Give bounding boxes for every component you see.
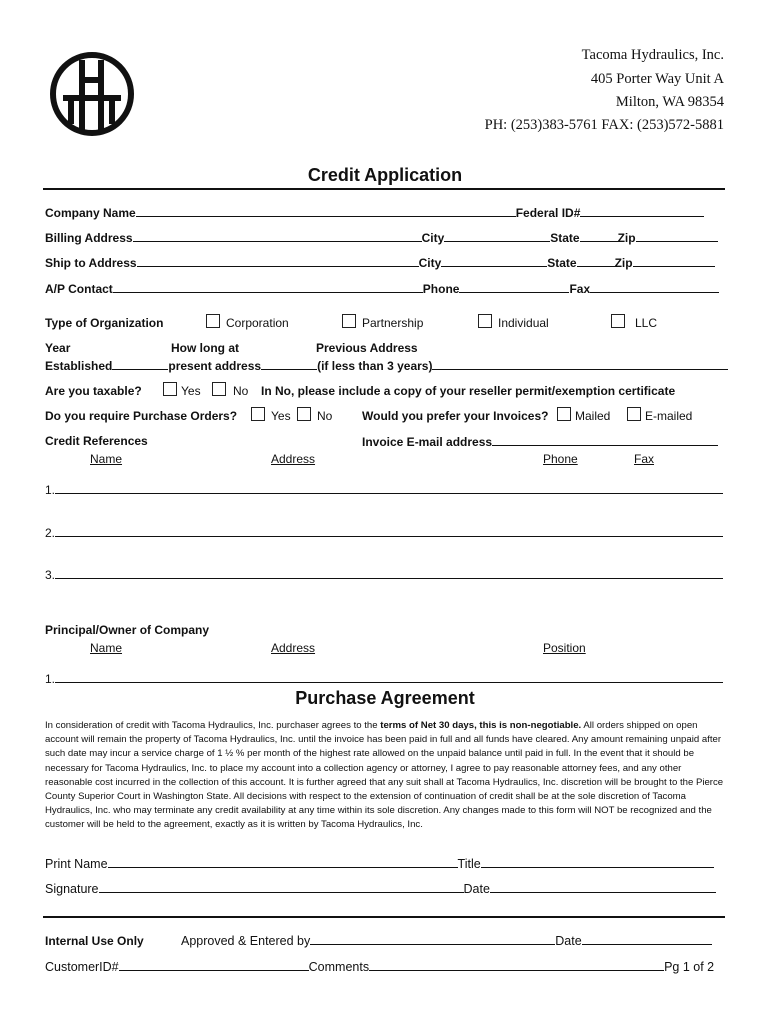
- credit-ref-row[interactable]: [45, 482, 723, 497]
- credit-col-name: Name: [90, 452, 123, 466]
- previous-address-label: Previous Address: [316, 341, 418, 355]
- organization-type-label: Type of Organization: [45, 316, 164, 330]
- individual-label: Individual: [498, 316, 549, 330]
- how-long-label: How long at: [171, 341, 239, 355]
- credit-col-phone: Phone: [543, 452, 578, 466]
- corporation-checkbox[interactable]: [206, 314, 220, 328]
- corporation-label: Corporation: [226, 316, 289, 330]
- po-yes-label: Yes: [271, 409, 291, 423]
- company-name-label: Company Name: [45, 206, 136, 220]
- credit-ref-number: 1.: [45, 483, 56, 497]
- customer-id-row[interactable]: [45, 959, 714, 974]
- agreement-title: Purchase Agreement: [295, 688, 475, 708]
- phone-label: Phone: [422, 282, 460, 296]
- ship-to-row[interactable]: [45, 255, 715, 270]
- purchase-orders-question: Do you require Purchase Orders?: [45, 409, 238, 423]
- internal-use-heading: Internal Use Only: [45, 934, 144, 948]
- agreement-text-part1: In consideration of credit with Tacoma Hydraulics, Inc. purchaser agrees to the: [45, 720, 381, 731]
- billing-address-label: Billing Address: [45, 231, 133, 245]
- internal-date-label: Date: [555, 934, 582, 948]
- taxable-yes-checkbox[interactable]: [163, 382, 177, 396]
- header-address-line2: Milton, WA 98354: [615, 94, 724, 110]
- present-address-label: present address: [168, 359, 262, 373]
- print-name-label: Print Name: [45, 857, 108, 871]
- internal-divider: [43, 916, 725, 918]
- credit-col-fax: Fax: [634, 452, 655, 466]
- print-name-row[interactable]: [45, 856, 714, 871]
- header-company: Tacoma Hydraulics, Inc.: [581, 47, 724, 63]
- form-title: Credit Application: [307, 165, 463, 185]
- credit-col-address: Address: [271, 452, 316, 466]
- llc-checkbox[interactable]: [611, 314, 625, 328]
- billing-zip-label: Zip: [617, 231, 636, 245]
- signature-row[interactable]: [45, 881, 716, 896]
- partnership-checkbox[interactable]: [342, 314, 356, 328]
- customer-id-label: CustomerID#: [45, 960, 119, 974]
- title-divider: [43, 188, 725, 190]
- header-phone-fax: PH: (253)383-5761 FAX: (253)572-5881: [484, 117, 724, 133]
- billing-address-row[interactable]: [45, 230, 718, 245]
- po-no-label: No: [317, 409, 333, 423]
- agreement-terms-bold: terms of Net 30 days, this is non-negotiable.: [380, 720, 582, 731]
- company-logo: [49, 48, 135, 140]
- ap-contact-row[interactable]: [45, 281, 719, 296]
- ship-to-label: Ship to Address: [45, 256, 137, 270]
- credit-ref-row[interactable]: [45, 567, 723, 582]
- principal-col-address: Address: [271, 641, 316, 655]
- title-label: Title: [457, 857, 481, 871]
- header-address-line1: 405 Porter Way Unit A: [590, 71, 724, 87]
- individual-checkbox[interactable]: [478, 314, 492, 328]
- ship-state-label: State: [547, 256, 577, 270]
- taxable-note: In No, please include a copy of your reseller permit/exemption certificate: [261, 384, 676, 398]
- approved-label: Approved & Entered by: [181, 934, 311, 948]
- company-name-row[interactable]: [45, 205, 704, 220]
- ship-zip-label: Zip: [614, 256, 633, 270]
- principal-col-position: Position: [543, 641, 586, 655]
- invoice-email-row[interactable]: [362, 434, 718, 449]
- principal-row[interactable]: [45, 671, 723, 686]
- principal-number: 1.: [45, 672, 56, 686]
- llc-label: LLC: [635, 316, 658, 330]
- invoice-email-label: Invoice E-mail address: [362, 435, 493, 449]
- invoice-emailed-checkbox[interactable]: [627, 407, 641, 421]
- comments-label: Comments: [308, 960, 370, 974]
- if-less-label: (if less than 3 years): [317, 359, 433, 373]
- signature-label: Signature: [45, 882, 99, 896]
- billing-state-label: State: [550, 231, 580, 245]
- credit-references-heading: Credit References: [45, 434, 148, 448]
- principal-col-name: Name: [90, 641, 123, 655]
- invoice-emailed-label: E-mailed: [645, 409, 693, 423]
- established-label: Established: [45, 359, 113, 373]
- credit-ref-number: 3.: [45, 568, 56, 582]
- principal-heading: Principal/Owner of Company: [45, 623, 210, 637]
- invoice-preference-question: Would you prefer your Invoices?: [362, 409, 549, 423]
- credit-ref-number: 2.: [45, 526, 56, 540]
- taxable-no-label: No: [233, 384, 249, 398]
- year-label: Year: [45, 341, 71, 355]
- partnership-label: Partnership: [362, 316, 424, 330]
- invoice-mailed-label: Mailed: [575, 409, 611, 423]
- page-number: Pg 1 of 2: [664, 960, 715, 974]
- taxable-no-checkbox[interactable]: [212, 382, 226, 396]
- ship-city-label: City: [418, 256, 442, 270]
- po-no-checkbox[interactable]: [297, 407, 311, 421]
- billing-city-label: City: [421, 231, 445, 245]
- po-yes-checkbox[interactable]: [251, 407, 265, 421]
- agreement-text: [45, 719, 728, 833]
- history-row[interactable]: [45, 358, 728, 373]
- ap-contact-label: A/P Contact: [45, 282, 113, 296]
- signature-date-label: Date: [463, 882, 490, 896]
- credit-ref-row[interactable]: [45, 525, 723, 540]
- invoice-mailed-checkbox[interactable]: [557, 407, 571, 421]
- approved-row[interactable]: [181, 933, 712, 948]
- agreement-text-part2: All orders shipped on open account will remain the property of Tacoma Hydraulics, Inc. until the invoice has been paid in full and all funds have cleared. Any amount remaining unpaid after such date may incur a service charge of 1 ½ % per month of the highest rate allowed on the unpaid balance until paid in full. In the event that it should be necessary for Tacoma Hydraulics, Inc. to place my account into a collection agency or attorney, I agree to pay reasonable attorney fees, and any other reasonable cost incurred in the collection of this account. It is further agreed that any suit shall at Tacoma Hydraulics, Inc. discretion will be brought to the Pierce County Superior Court in Washington State. All decisions with respect to the extension of continuation of credit shall be at the sole discretion of Tacoma Hydraulics, Inc. who may terminate any credit availability at any time within its sole discretion. Any changes made to this form will NOT be recognized and the customer will be held to the agreement, exactly as it is written by Tacoma Hydraulics, Inc.: [45, 720, 724, 831]
- taxable-question: Are you taxable?: [45, 384, 142, 398]
- taxable-yes-label: Yes: [181, 384, 201, 398]
- fax-label: Fax: [569, 282, 591, 296]
- federal-id-label: Federal ID#: [515, 206, 581, 220]
